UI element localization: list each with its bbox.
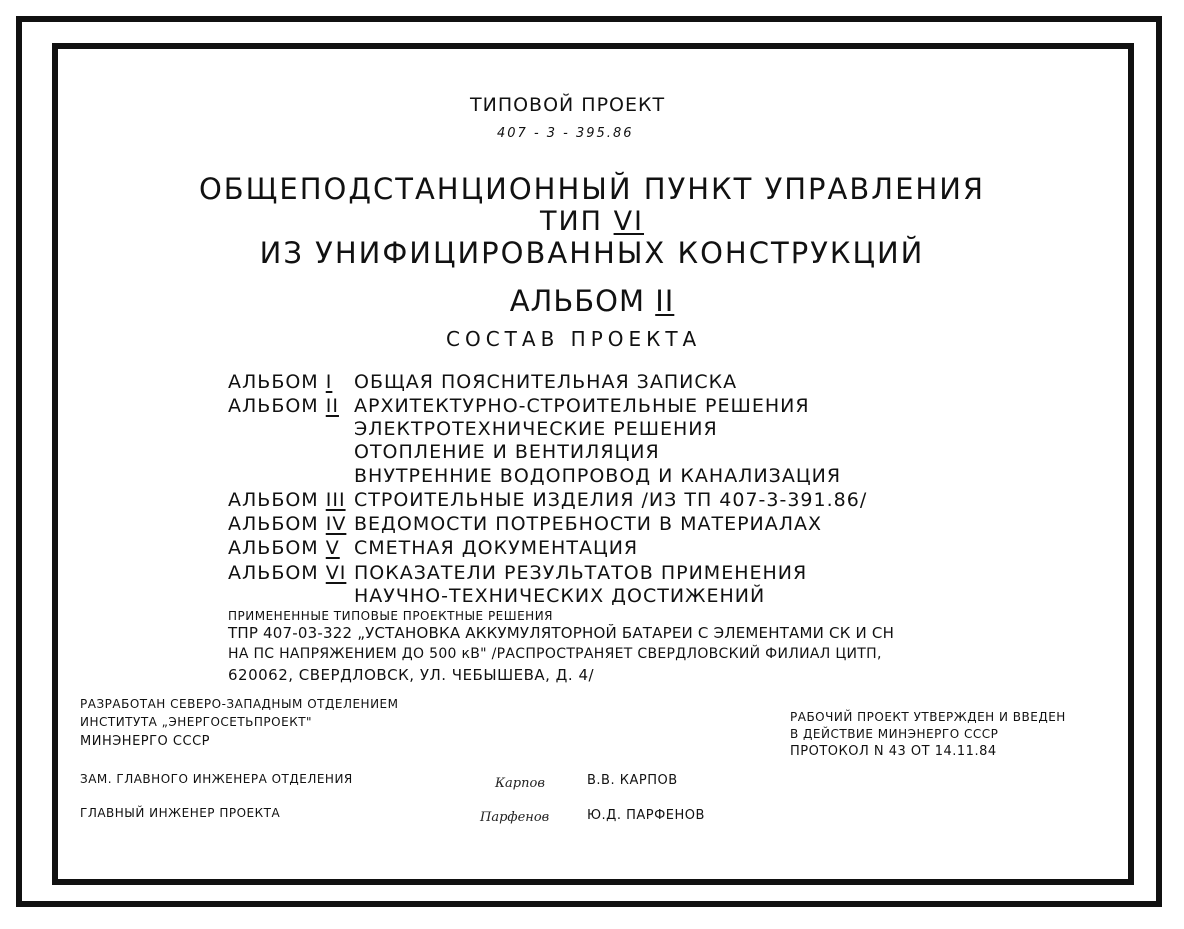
album-row-text: НАУЧНО-ТЕХНИЧЕСКИХ ДОСТИЖЕНИЙ: [354, 585, 766, 607]
album-row-text: СТРОИТЕЛЬНЫЕ ИЗДЕЛИЯ /ИЗ ТП 407-3-391.86/: [354, 489, 868, 511]
album-row-label: АЛЬБОМ: [228, 537, 319, 559]
developer-line-2: ИНСТИТУТА „ЭНЕРГОСЕТЬПРОЕКТ": [80, 715, 313, 729]
album-row-roman: III: [325, 489, 346, 511]
handwritten-signature: Карпов: [495, 776, 545, 791]
album-row-text: ПОКАЗАТЕЛИ РЕЗУЛЬТАТОВ ПРИМЕНЕНИЯ: [354, 562, 808, 584]
album-row-label: АЛЬБОМ: [228, 562, 319, 584]
applied-line-1: ТПР 407-03-322 „УСТАНОВКА АККУМУЛЯТОРНОЙ БАТАРЕИ С ЭЛЕМЕНТАМИ СК И СН: [228, 624, 895, 642]
title-line-1: ОБЩЕПОДСТАНЦИОННЫЙ ПУНКТ УПРАВЛЕНИЯ: [198, 172, 986, 206]
title-type-roman: VI: [613, 206, 645, 237]
signature-role: ЗАМ. ГЛАВНОГО ИНЖЕНЕРА ОТДЕЛЕНИЯ: [80, 772, 353, 786]
album-row-roman: I: [325, 371, 333, 393]
approval-line-1: РАБОЧИЙ ПРОЕКТ УТВЕРЖДЕН И ВВЕДЕН: [790, 710, 1066, 724]
album-heading: [0, 284, 1184, 318]
album-row: [228, 371, 737, 393]
album-row-text: ОБЩАЯ ПОЯСНИТЕЛЬНАЯ ЗАПИСКА: [354, 371, 738, 393]
applied-line-3: 620062, СВЕРДЛОВСК, УЛ. ЧЕБЫШЕВА, Д. 4/: [228, 666, 595, 684]
album-row: [228, 537, 638, 559]
approval-line-3: ПРОТОКОЛ N 43 ОТ 14.11.84: [790, 744, 997, 759]
project-kind: ТИПОВОЙ ПРОЕКТ: [470, 94, 666, 116]
project-number: 407 - 3 - 395.86: [497, 126, 634, 141]
album-row-roman: VI: [325, 562, 347, 584]
handwritten-signature: Парфенов: [480, 810, 550, 825]
title-line-3: ИЗ УНИФИЦИРОВАННЫХ КОНСТРУКЦИЙ: [259, 236, 925, 270]
album-row-text: ОТОПЛЕНИЕ И ВЕНТИЛЯЦИЯ: [354, 441, 660, 463]
album-row: [228, 489, 867, 511]
album-row: [228, 418, 718, 440]
album-roman: II: [655, 284, 675, 318]
album-row-text: СМЕТНАЯ ДОКУМЕНТАЦИЯ: [354, 537, 639, 559]
album-row: [228, 465, 841, 487]
album-row-label: АЛЬБОМ: [228, 395, 319, 417]
album-row-roman: V: [325, 537, 340, 559]
album-prefix: АЛЬБОМ: [509, 284, 645, 318]
album-row: [228, 562, 807, 584]
approval-line-2: В ДЕЙСТВИЕ МИНЭНЕРГО СССР: [790, 727, 999, 741]
title-line-2: [0, 206, 1184, 237]
album-row: [228, 441, 660, 463]
album-row-roman: IV: [325, 513, 347, 535]
album-row-text: АРХИТЕКТУРНО-СТРОИТЕЛЬНЫЕ РЕШЕНИЯ: [354, 395, 810, 417]
album-row-roman: II: [325, 395, 339, 417]
developer-line-3: МИНЭНЕРГО СССР: [80, 734, 210, 749]
album-row: [228, 395, 810, 417]
album-row-text: ВНУТРЕННИЕ ВОДОПРОВОД И КАНАЛИЗАЦИЯ: [354, 465, 842, 487]
title-type-prefix: ТИП: [539, 206, 603, 237]
album-row-text: ЭЛЕКТРОТЕХНИЧЕСКИЕ РЕШЕНИЯ: [354, 418, 718, 440]
developer-line-1: РАЗРАБОТАН СЕВЕРО-ЗАПАДНЫМ ОТДЕЛЕНИЕМ: [80, 697, 399, 711]
signatory-name: Ю.Д. ПАРФЕНОВ: [587, 808, 705, 823]
album-row: [228, 513, 822, 535]
composition-heading: СОСТАВ ПРОЕКТА: [446, 327, 702, 351]
signature-role: ГЛАВНЫЙ ИНЖЕНЕР ПРОЕКТА: [80, 806, 281, 820]
applied-line-2: НА ПС НАПРЯЖЕНИЕМ ДО 500 кВ" /РАСПРОСТРАНЯЕТ СВЕРДЛОВСКИЙ ФИЛИАЛ ЦИТП,: [228, 646, 882, 662]
album-row-label: АЛЬБОМ: [228, 371, 319, 393]
applied-heading: ПРИМЕНЕННЫЕ ТИПОВЫЕ ПРОЕКТНЫЕ РЕШЕНИЯ: [228, 609, 554, 623]
album-row: [228, 585, 765, 607]
album-row-label: АЛЬБОМ: [228, 513, 319, 535]
signatory-name: В.В. КАРПОВ: [587, 773, 678, 788]
album-row-label: АЛЬБОМ: [228, 489, 319, 511]
album-row-text: ВЕДОМОСТИ ПОТРЕБНОСТИ В МАТЕРИАЛАХ: [354, 513, 823, 535]
